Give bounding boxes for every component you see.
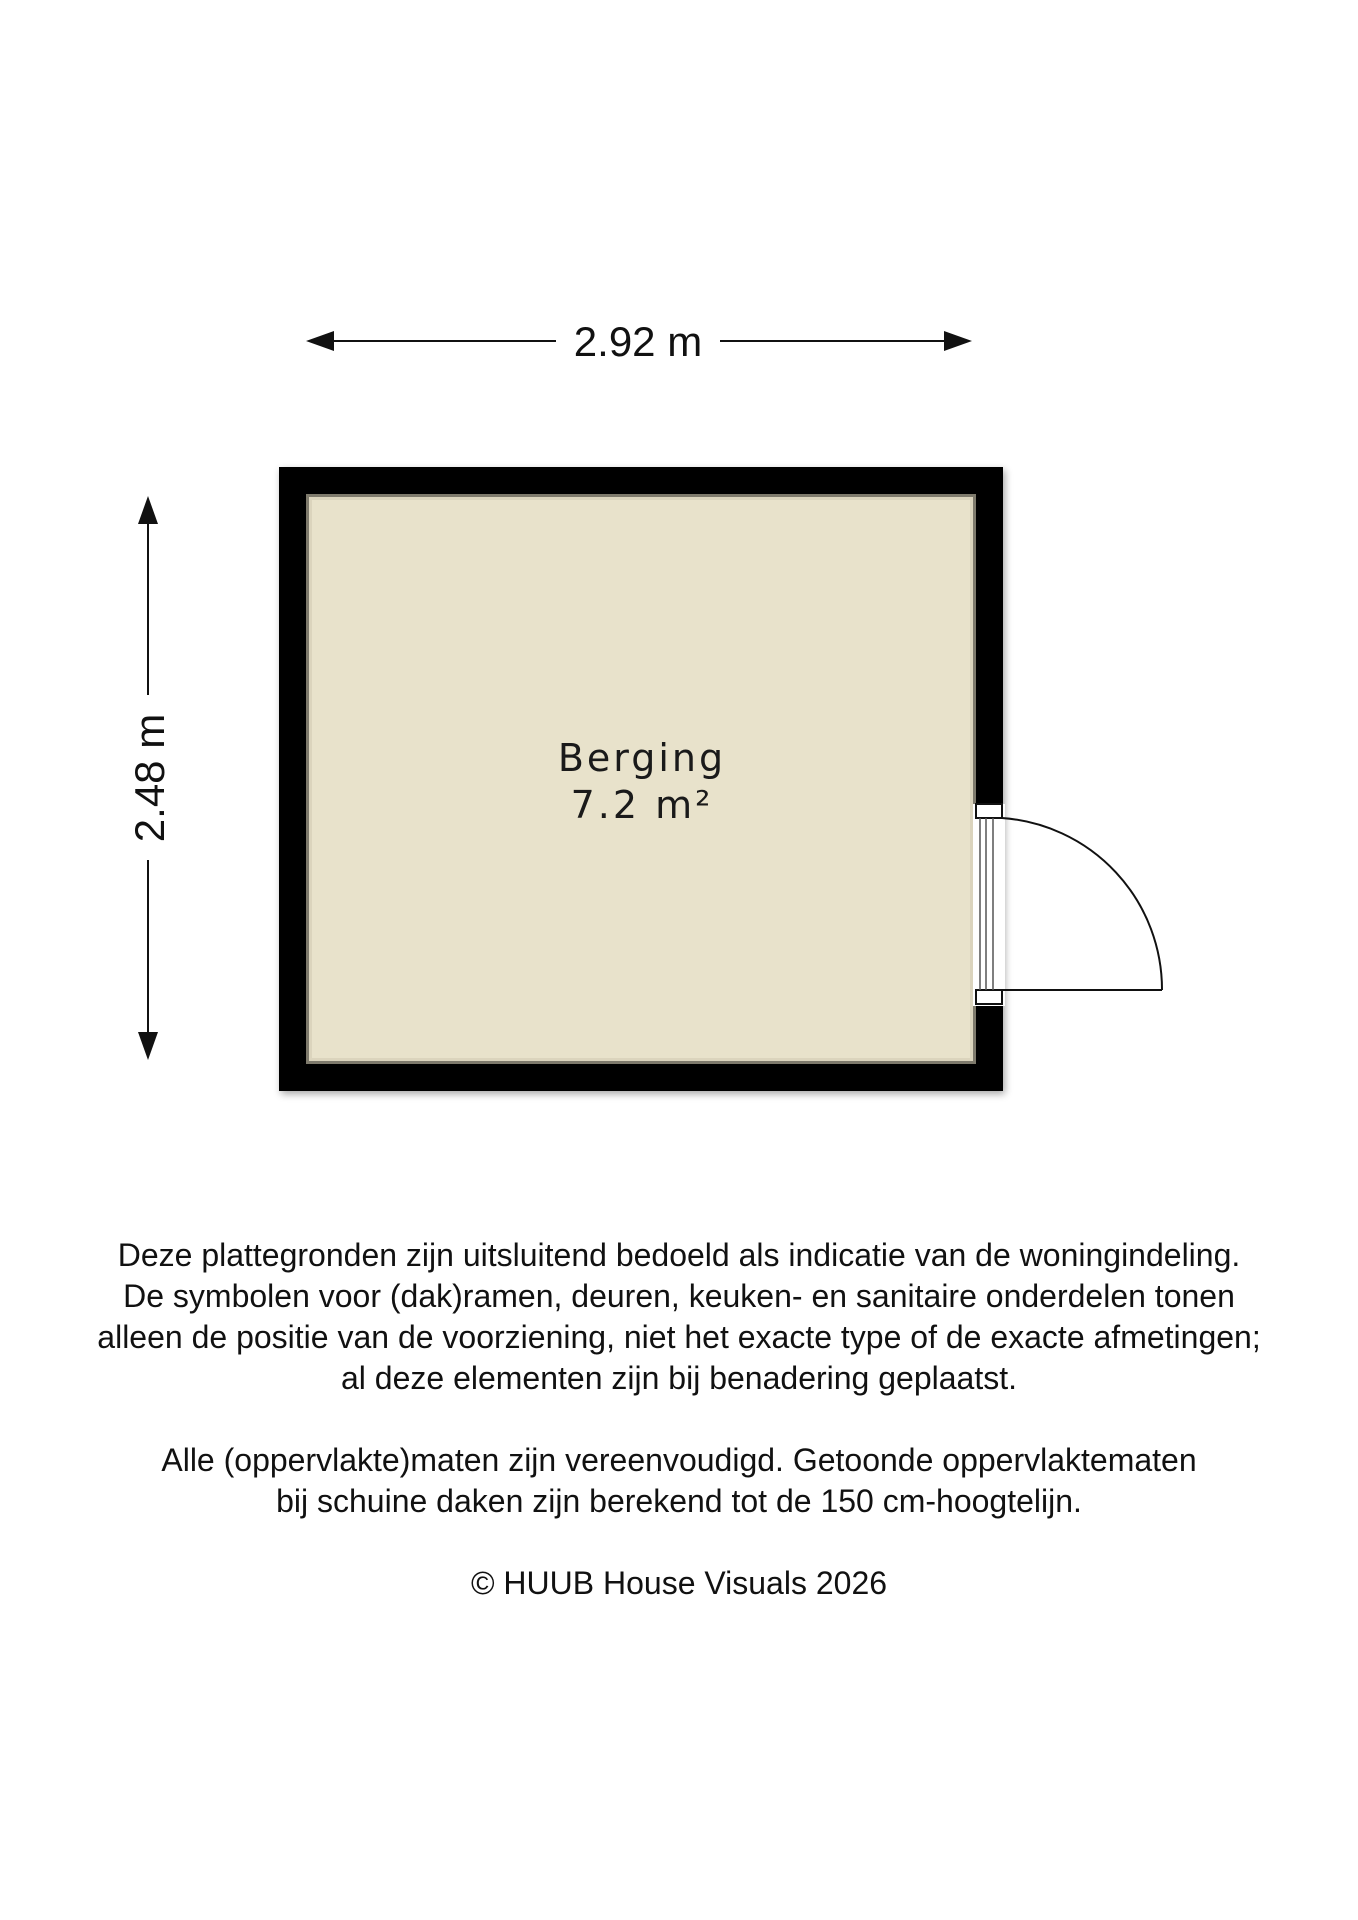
disclaimer-line: De symbolen voor (dak)ramen, deuren, keuken- en sanitaire onderdelen tonen bbox=[123, 1278, 1235, 1314]
height-dimension bbox=[126, 496, 173, 1060]
room-name: Berging bbox=[557, 736, 727, 780]
disclaimer-line: alleen de positie van de voorziening, niet het exacte type of de exacte afmetingen; bbox=[97, 1319, 1261, 1355]
door-opening bbox=[973, 804, 1005, 1006]
arrow-right-icon bbox=[944, 331, 972, 351]
disclaimer-line: bij schuine daken zijn berekend tot de 150 cm-hoogtelijn. bbox=[276, 1483, 1082, 1519]
door-frame-top bbox=[976, 804, 1002, 818]
arrow-up-icon bbox=[138, 496, 158, 524]
arrow-down-icon bbox=[138, 1032, 158, 1060]
disclaimer-paragraph-2 bbox=[0, 1440, 1358, 1522]
door-swing-arc bbox=[1002, 818, 1162, 990]
width-label: 2.92 m bbox=[573, 318, 703, 365]
width-dimension bbox=[306, 318, 972, 365]
disclaimer-paragraph-1 bbox=[0, 1235, 1358, 1399]
copyright-text: © HUUB House Visuals 2026 bbox=[470, 1565, 888, 1601]
arrow-left-icon bbox=[306, 331, 334, 351]
disclaimer-line: al deze elementen zijn bij benadering geplaatst. bbox=[340, 1360, 1017, 1396]
copyright bbox=[0, 1563, 1358, 1604]
height-label: 2.48 m bbox=[126, 713, 173, 843]
room-area: 7.2 m² bbox=[570, 783, 714, 827]
disclaimer-line: Alle (oppervlakte)maten zijn vereenvoudigd. Getoonde oppervlaktematen bbox=[161, 1442, 1197, 1478]
door-frame-bottom bbox=[976, 990, 1002, 1004]
room-berging bbox=[279, 467, 1162, 1091]
disclaimer bbox=[0, 1235, 1358, 1645]
disclaimer-line: Deze plattegronden zijn uitsluitend bedoeld als indicatie van de woningindeling. bbox=[117, 1237, 1241, 1273]
